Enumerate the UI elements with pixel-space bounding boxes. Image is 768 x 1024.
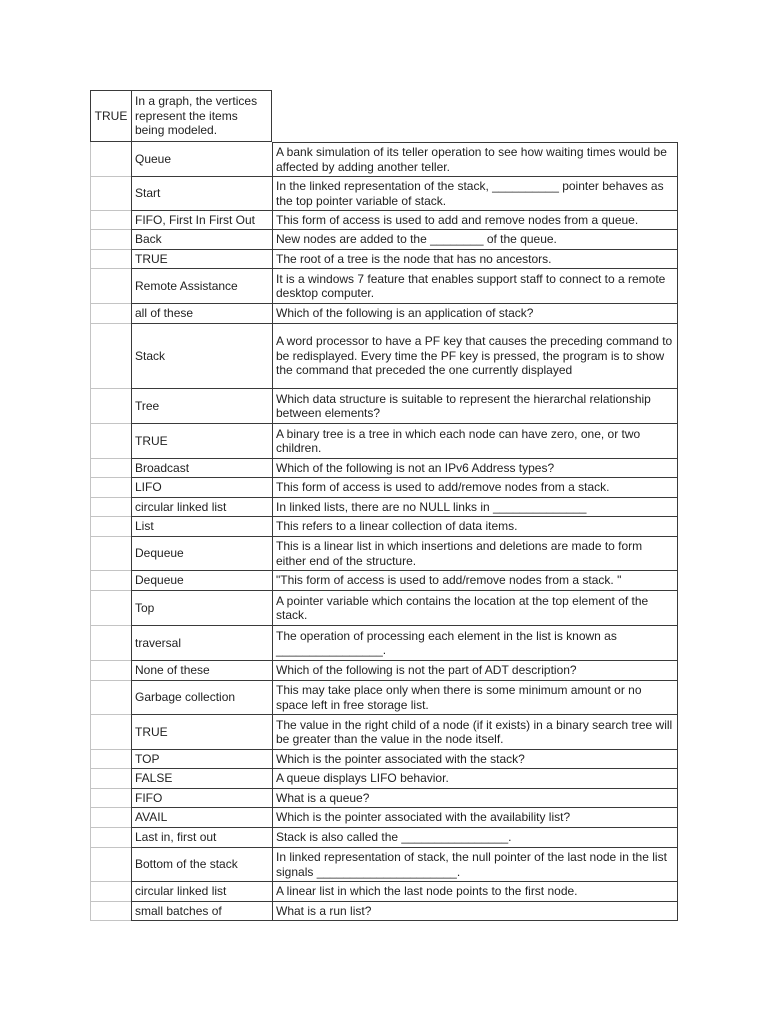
table-row (90, 626, 678, 661)
table-row (90, 769, 678, 789)
table-row (90, 715, 678, 750)
table-cell-question: Which data structure is suitable to represent the hierarchal relationship between elements? (272, 389, 678, 424)
table-cell-answer: Queue (131, 142, 272, 177)
table-row (90, 517, 678, 537)
table-row (90, 211, 678, 230)
table-cell-answer: Dequeue (131, 571, 272, 591)
table-cell-marker (90, 230, 131, 250)
table-cell-marker (90, 269, 131, 304)
table-cell-question: A binary tree is a tree in which each node can have zero, one, or two children. (272, 424, 678, 459)
table-cell-question: The value in the right child of a node (if it exists) in a binary search tree will be greater than the value in the node itself. (272, 715, 678, 750)
table-cell-marker (90, 848, 131, 882)
table-cell-marker (90, 517, 131, 537)
table-row (90, 828, 678, 848)
table-cell-question: Which of the following is not the part of ADT description? (272, 661, 678, 681)
table-row (90, 808, 678, 828)
table-cell-question: New nodes are added to the ________ of the queue. (272, 230, 678, 250)
table-cell-answer: Dequeue (131, 537, 272, 571)
table-cell-question: Stack is also called the ________________. (272, 828, 678, 848)
table-cell-question: A linear list in which the last node points to the first node. (272, 882, 678, 902)
table-cell-marker (90, 498, 131, 517)
table-cell-marker (90, 324, 131, 389)
table-cell-marker (90, 681, 131, 715)
table-cell-question: The root of a tree is the node that has no ancestors. (272, 250, 678, 269)
table-cell-question: This form of access is used to add and remove nodes from a queue. (272, 211, 678, 230)
table-cell-answer: TRUE (131, 715, 272, 750)
table-cell-question: A pointer variable which contains the location at the top element of the stack. (272, 591, 678, 626)
table-cell-question: Which of the following is an application of stack? (272, 304, 678, 324)
table-cell-question: This form of access is used to add/remove nodes from a stack. (272, 478, 678, 498)
table-row (90, 478, 678, 498)
table-cell-question: In linked representation of stack, the null pointer of the last node in the list signals _____________________. (272, 848, 678, 882)
table-cell-answer: Broadcast (131, 459, 272, 478)
table-cell-marker (90, 626, 131, 661)
table-cell-marker (90, 750, 131, 769)
table-cell-marker (90, 389, 131, 424)
table-cell-answer: Stack (131, 324, 272, 389)
table-cell-answer: circular linked list (131, 498, 272, 517)
table-cell-marker (90, 828, 131, 848)
table-cell-question: Which is the pointer associated with the availability list? (272, 808, 678, 828)
table-cell-marker (90, 211, 131, 230)
table-cell-marker (90, 591, 131, 626)
table-cell-question: The operation of processing each element in the list is known as ________________. (272, 626, 678, 661)
table-cell-answer: Last in, first out (131, 828, 272, 848)
table-row (90, 459, 678, 478)
table-cell-question: In the linked representation of the stack, __________ pointer behaves as the top pointer variable of stack. (272, 177, 678, 211)
table-cell-question: "This form of access is used to add/remove nodes from a stack. " (272, 571, 678, 591)
table-cell-answer: TRUE (131, 424, 272, 459)
table-cell-marker (90, 142, 131, 177)
table-row (90, 789, 678, 808)
table-cell-answer: circular linked list (131, 882, 272, 902)
table-cell-answer: None of these (131, 661, 272, 681)
table-cell-question: What is a run list? (272, 902, 678, 921)
table-row (90, 389, 678, 424)
table-cell-answer: Tree (131, 389, 272, 424)
table-cell-marker (90, 478, 131, 498)
table-cell-question: In linked lists, there are no NULL links in ______________ (272, 498, 678, 517)
table-cell-answer: FIFO (131, 789, 272, 808)
table-row (90, 250, 678, 269)
table-cell-answer: TRUE (131, 250, 272, 269)
table-cell-answer: Remote Assistance (131, 269, 272, 304)
table-cell-answer: Bottom of the stack (131, 848, 272, 882)
table-row (90, 591, 678, 626)
table-row (90, 882, 678, 902)
table-cell-marker (90, 902, 131, 921)
table-cell-question: Which is the pointer associated with the stack? (272, 750, 678, 769)
table-row (90, 142, 678, 177)
table-cell-marker (90, 715, 131, 750)
table-row (90, 269, 678, 304)
table-cell-question: This may take place only when there is some minimum amount or no space left in free storage list. (272, 681, 678, 715)
table-cell-answer: small batches of (131, 902, 272, 921)
table-cell-marker (90, 882, 131, 902)
table-cell-answer: TOP (131, 750, 272, 769)
table-cell-marker (90, 177, 131, 211)
table-row (90, 424, 678, 459)
table-cell-answer: all of these (131, 304, 272, 324)
table-row (90, 324, 678, 389)
table-row (90, 661, 678, 681)
table-cell-marker (90, 304, 131, 324)
table-cell-question: This is a linear list in which insertions and deletions are made to form either end of the structure. (272, 537, 678, 571)
table-row (90, 750, 678, 769)
table-cell-marker (90, 571, 131, 591)
table-cell-marker (90, 459, 131, 478)
table-cell-answer: AVAIL (131, 808, 272, 828)
table-cell-answer: FIFO, First In First Out (131, 211, 272, 230)
table-row (90, 90, 678, 142)
table-cell-marker (90, 424, 131, 459)
table-row (90, 498, 678, 517)
table-cell-answer: Back (131, 230, 272, 250)
table-cell-answer: LIFO (131, 478, 272, 498)
table-cell-answer: Start (131, 177, 272, 211)
table-cell-question: A queue displays LIFO behavior. (272, 769, 678, 789)
table-cell-question: It is a windows 7 feature that enables support staff to connect to a remote desktop computer. (272, 269, 678, 304)
table-row (90, 177, 678, 211)
table-cell-question: What is a queue? (272, 789, 678, 808)
table-row (90, 571, 678, 591)
table-row (90, 230, 678, 250)
table-cell-answer: In a graph, the vertices represent the items being modeled. (131, 90, 272, 142)
table-cell-answer: Top (131, 591, 272, 626)
table-cell-answer: traversal (131, 626, 272, 661)
table-cell-marker (90, 250, 131, 269)
table-cell-question (272, 90, 678, 142)
table-cell-question: Which of the following is not an IPv6 Address types? (272, 459, 678, 478)
table-cell-question: This refers to a linear collection of data items. (272, 517, 678, 537)
table-row (90, 848, 678, 882)
table-cell-question: A word processor to have a PF key that causes the preceding command to be redisplayed. Every time the PF key is pressed, the program is to show the command that preceded the one currently displayed (272, 324, 678, 389)
table-cell-marker: TRUE (90, 90, 131, 142)
table-cell-answer: Garbage collection (131, 681, 272, 715)
table-row (90, 902, 678, 921)
table-cell-marker (90, 537, 131, 571)
table-cell-answer: List (131, 517, 272, 537)
table-cell-marker (90, 789, 131, 808)
table-row (90, 304, 678, 324)
table-cell-marker (90, 808, 131, 828)
table-cell-marker (90, 769, 131, 789)
table-cell-question: A bank simulation of its teller operation to see how waiting times would be affected by adding another teller. (272, 142, 678, 177)
table-cell-marker (90, 661, 131, 681)
table-cell-answer: FALSE (131, 769, 272, 789)
table-row (90, 537, 678, 571)
table-row (90, 681, 678, 715)
